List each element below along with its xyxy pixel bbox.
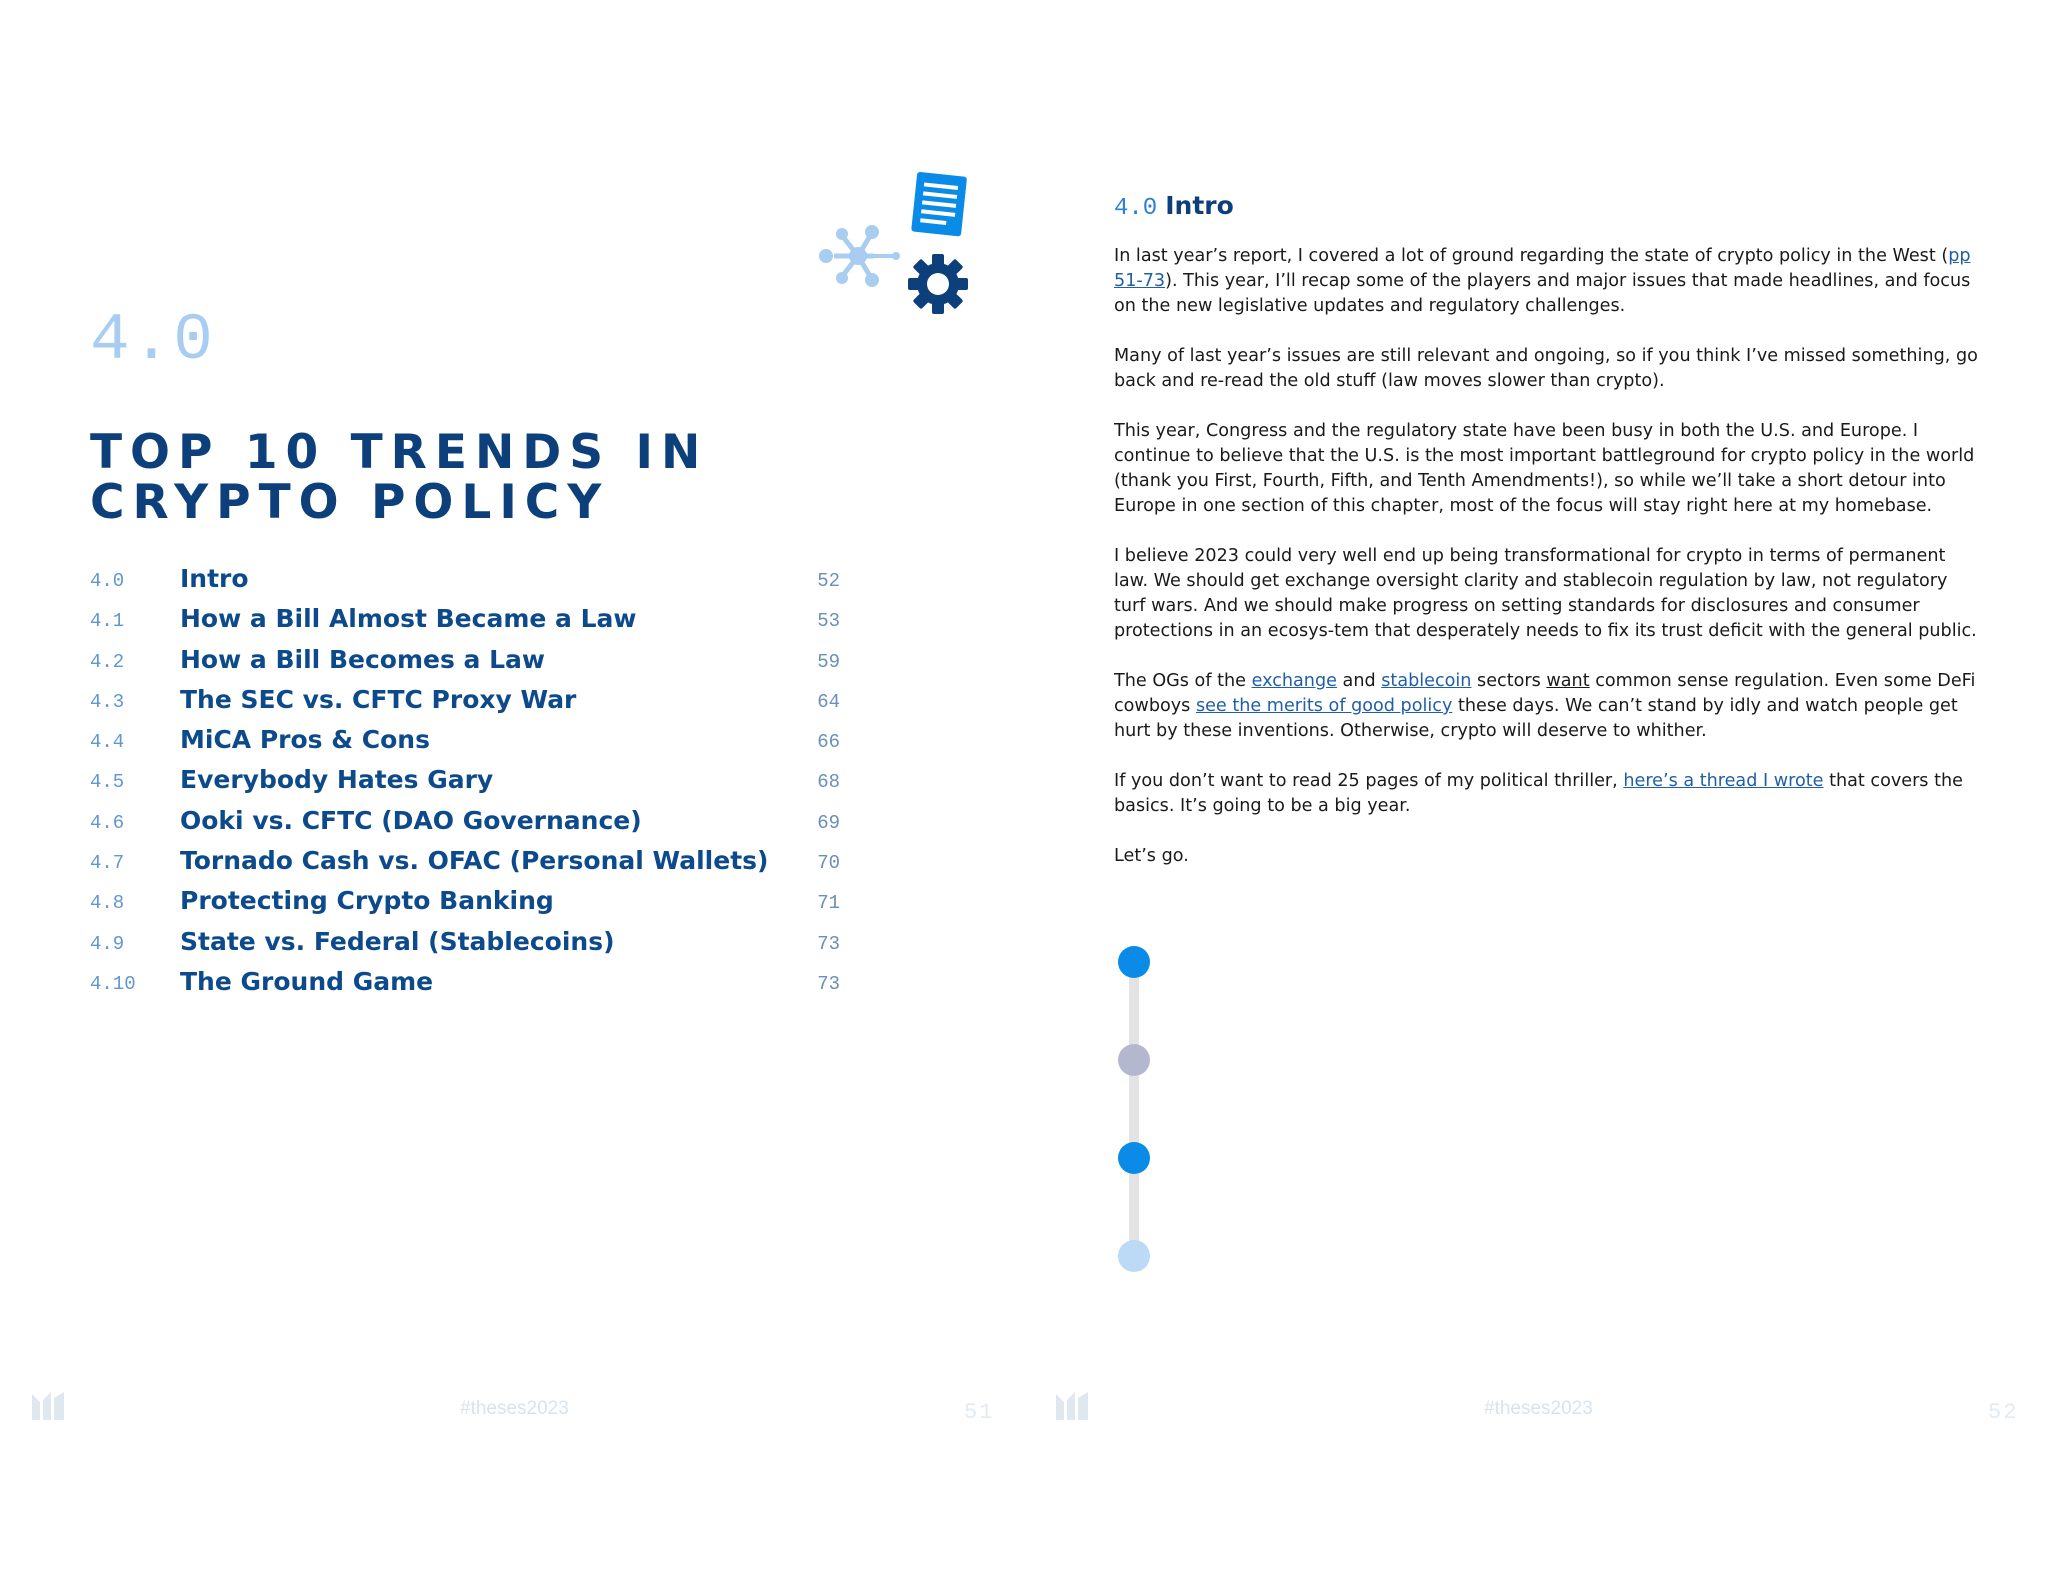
toc-page-number: 70	[817, 852, 840, 875]
toc-label: MiCA Pros & Cons	[180, 725, 430, 755]
chapter-icon-group	[816, 170, 976, 320]
toc-page-number: 68	[817, 771, 840, 794]
toc-row-4-9[interactable]	[90, 927, 840, 967]
toc-page-number: 73	[817, 972, 840, 995]
section-heading	[1114, 191, 1234, 222]
text-run: these days. We can’t stand by idly and watch people get hurt by these inventions. Otherwise, crypto will deserve to whither.	[1114, 696, 1958, 741]
text-run: and	[1336, 671, 1382, 691]
toc-number: 4.8	[90, 892, 125, 915]
toc-page-number: 53	[817, 610, 840, 633]
toc-number: 4.10	[90, 972, 136, 995]
timeline-dot-4	[1118, 1240, 1150, 1272]
toc-page-number: 66	[817, 731, 840, 754]
toc-row-4-2[interactable]	[90, 645, 840, 685]
toc-label: Everybody Hates Gary	[180, 765, 494, 795]
toc-label: How a Bill Becomes a Law	[180, 644, 546, 674]
toc-label: The SEC vs. CFTC Proxy War	[180, 684, 577, 714]
toc-number: 4.4	[90, 731, 125, 754]
footer-page-number: 51	[964, 1400, 995, 1425]
toc-label: Protecting Crypto Banking	[180, 886, 554, 916]
toc-number: 4.3	[90, 690, 125, 713]
toc-row-4-8[interactable]	[90, 886, 840, 926]
toc-row-4-4[interactable]	[90, 725, 840, 765]
timeline-dot-1	[1118, 946, 1150, 978]
chapter-title-line1: TOP 10 TRENDS IN	[90, 425, 709, 480]
paragraph-4: I believe 2023 could very well end up being transformational for crypto in terms of permanent law. We should get exchange oversight clarity and stablecoin regulation by law, not regulatory turf wars. And we should make progress on setting standards for disclosures and consumer protections in an ecosys-tem that desperately needs to fix its trust deficit with the general public.	[1114, 546, 1977, 641]
toc-label: Ooki vs. CFTC (DAO Governance)	[180, 805, 642, 835]
link-thread[interactable]: here’s a thread I wrote	[1623, 771, 1824, 791]
document-icon	[911, 172, 967, 237]
toc-row-4-7[interactable]	[90, 846, 840, 886]
network-icon	[819, 225, 900, 287]
toc-number: 4.2	[90, 650, 125, 673]
toc-row-4-5[interactable]	[90, 765, 840, 805]
link-pp-51-73[interactable]: pp 51-73	[1114, 246, 1971, 291]
toc-page-number: 52	[817, 570, 840, 592]
text-run: ). This year, I’ll recap some of the players and major issues that made headlines, and focus on the new legislative updates and regulatory challenges.	[1114, 271, 1971, 316]
gear-icon	[908, 254, 968, 314]
toc-label: The Ground Game	[180, 966, 434, 996]
link-stablecoin[interactable]: stablecoin	[1381, 671, 1472, 691]
brand-logo-icon	[1054, 1390, 1090, 1422]
text-run: that covers the basics. It’s going to be a big year.	[1114, 771, 1963, 816]
text-run: If you don’t want to read 25 pages of my political thriller,	[1114, 771, 1624, 791]
footer-hashtag: #theses2023	[460, 1398, 569, 1419]
chapter-title	[90, 425, 709, 530]
paragraph-3: This year, Congress and the regulatory state have been busy in both the U.S. and Europe. I continue to believe that the U.S. is the most important battleground for crypto policy in the world (thank you First, Fourth, Fifth, and Tenth Amendments!), so while we’ll take a short detour into Europe in one section of this chapter, most of the focus will stay right here at my homebase.	[1114, 421, 1975, 516]
right-page	[1024, 0, 2048, 1582]
footer-hashtag: #theses2023	[1484, 1398, 1593, 1419]
text-run: sectors	[1471, 671, 1547, 691]
toc-number: 4.5	[90, 771, 125, 794]
chapter-number: 4.0	[90, 303, 215, 378]
text-run: The OGs of the	[1114, 671, 1252, 691]
toc-row-4-10[interactable]	[90, 967, 840, 1007]
link-good-policy[interactable]: see the merits of good policy	[1195, 696, 1453, 716]
toc-row-4-0[interactable]	[90, 564, 840, 604]
toc-number: 4.9	[90, 932, 125, 955]
section-number: 4.0	[1114, 195, 1158, 222]
section-body	[1114, 244, 1984, 894]
toc-label: Tornado Cash vs. OFAC (Personal Wallets)	[180, 846, 769, 876]
paragraph-7: Let’s go.	[1114, 846, 1189, 866]
toc-page-number: 64	[817, 690, 840, 713]
toc-row-4-1[interactable]	[90, 604, 840, 644]
chapter-title-line2: CRYPTO POLICY	[90, 475, 610, 530]
paragraph-2: Many of last year’s issues are still relevant and ongoing, so if you think I’ve missed something, go back and re-read the old stuff (law moves slower than crypto).	[1114, 346, 1978, 391]
toc-page-number: 71	[817, 892, 840, 915]
toc-page-number: 73	[817, 932, 840, 955]
footer-page-number: 52	[1988, 1400, 2019, 1425]
timeline-dot-2	[1118, 1044, 1150, 1076]
toc-row-4-6[interactable]	[90, 806, 840, 846]
toc-label: State vs. Federal (Stablecoins)	[180, 926, 615, 956]
toc-row-4-3[interactable]	[90, 685, 840, 725]
table-of-contents	[90, 564, 840, 1007]
toc-page-number: 69	[817, 811, 840, 834]
paragraph-1	[1114, 244, 1984, 319]
underlined-word: want	[1546, 671, 1590, 691]
brand-logo-icon	[30, 1390, 66, 1422]
toc-number: 4.6	[90, 811, 125, 834]
toc-page-number: 59	[817, 650, 840, 673]
timeline-decoration	[1114, 944, 1154, 1278]
timeline-track	[1129, 962, 1139, 1258]
toc-number: 4.7	[90, 852, 125, 875]
toc-number: 4.1	[90, 610, 125, 633]
toc-label: Intro	[180, 564, 249, 593]
link-exchange[interactable]: exchange	[1251, 671, 1337, 691]
paragraph-5	[1114, 669, 1984, 744]
toc-number: 4.0	[90, 570, 125, 592]
paragraph-6	[1114, 769, 1984, 819]
text-run: common sense regulation. Even some DeFi cowboys	[1114, 671, 1976, 716]
timeline-dot-3	[1118, 1142, 1150, 1174]
text-run: In last year’s report, I covered a lot of ground regarding the state of crypto policy in the West (	[1114, 246, 1949, 266]
section-title: Intro	[1165, 191, 1234, 220]
toc-label: How a Bill Almost Became a Law	[180, 604, 637, 634]
